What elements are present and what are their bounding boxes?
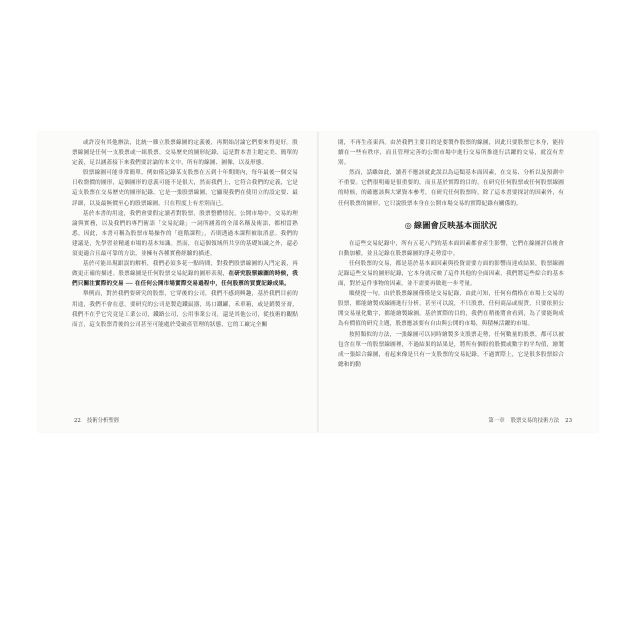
paragraph-text: 基於可能出現跟誤的解析，我們必須多花一點時間，對我們股票線圖的入門定義，再做更正確的描述。股票線圖是任何股票交易紀錄的圖形表現， xyxy=(72,261,298,278)
chapter-label: 第一章 xyxy=(488,418,505,424)
paragraph xyxy=(72,259,298,289)
left-page-footer xyxy=(74,416,125,424)
paragraph: 或許沒有其他辦法，比統一雜立股票線圖的定義後，再開始討論它們要來得更好。股票線圖是任何一支股票或一組股票，交易歷史的圖形紀錄，這是對本書主題完美、簡單的定義，足以涵蓋接下來我們要討論的本文中，所有的線圖、圖像，以及形態。 xyxy=(72,140,298,167)
paragraph: 閉，不再生產東西。由於我們主要目的是要製作股票的線圖，因此只要股票它本身，能持續在一些有秩序，而且管理完善的公開市場中進行交易所推進行活躍的交易，就沒有差別。 xyxy=(338,140,564,167)
paragraph: 基於本書的用途，我們會要假定讀者對股票，股票整體情況，公開市場中，交易的理論與實務，以及我們的專門術語「交易紀錄」一詞所涵蓋的全部名稱及術語，都相當熟悉。因此，本書可稱為股票市場操作的「進階課程」，否則透過本課程被取消意。我們的建議是，先學習並精通市場的基本知識。然而，在這個領域所共享的基礎知識之外，還必須更適合且最可靠的方法，並擁有各種實務經驗的描述。 xyxy=(72,210,298,258)
paragraph: 舉例而，對於我們要研究的股票，它穿後的公司，我們不感到興趣，基於我們目前的用途，我們不會在意，要研究的公司是製造鐵鼠器，馬口鐵罐，禾車箱，或是銷製牙膏，我們不在乎它究竟是工業公司，鐵路公司，公用事業公司，還是其他公司，從技術的觀點而言，這支股票背後的公司甚至可能處於受破產管理的狀態，它的工廠完全關 xyxy=(72,291,298,328)
section-heading-text: 線圖會反映基本面狀況 xyxy=(413,219,498,230)
bullet-circle-icon: ◎ xyxy=(404,219,412,230)
emphasized-sentence: 在研究股票線圖的時候，我們只關注實際的交易 ── 在任何公開市場實際交易過程中，任何股票的買賣記錄成果。 xyxy=(72,271,298,288)
right-text-column xyxy=(338,138,564,370)
left-page xyxy=(38,132,318,432)
paragraph: 順便提一句，由於股票線圖僅僅是交易紀錄，由此可知，任何有價格在市場上交易的股票，都能繪製成線圖進行分析，甚至可以說，不只股票，任何商品或規貨，只要依照公開交易量化數字，都能繪製線圖。基於實際的目的，我們在稍後將會看到，為了要能夠成為有價值的研究主題，股票應該要有自由與公開的市場，與積極活躍的市場。 xyxy=(338,291,564,328)
right-page xyxy=(318,132,598,432)
running-title: 技術分析聖經 xyxy=(86,418,120,424)
paragraph: 在這些交易紀錄中，所有五花八門的基本面因素都會產生影響，它們在線圖評估後會自動加權，並且記錄在股票線圖的淨走勢當中。 xyxy=(338,240,564,257)
right-page-footer xyxy=(488,416,578,424)
paragraph: 按照類似的方法，一張線圖可以同時繪製多支股票走勢，任何數量的股票，都可以被包含在單一的股票線圖裡，不過結果的結果是，將所有個股的股價或數字的平均值，繪製成一張綜合線圖，看起來像是只有一支股票的交易紀錄，不過實際上，它是很多股票綜合總和的動 xyxy=(338,331,564,368)
paragraph: 任何股票的交易，都是基於基本面因素與投資需要方面的影響而達成結果，股票線圖記錄這些交易的圖形紀錄，它本身就反映了這件其他的全面因素，我們將這些綜合的基本面，對於這件事物的因素，並不需要再做進一步考量。 xyxy=(338,260,564,288)
left-text-column xyxy=(72,138,298,330)
page-number: 22 xyxy=(74,418,81,424)
book-spread xyxy=(38,132,598,432)
page-number: 23 xyxy=(565,418,572,424)
paragraph: 股票線圖可能非常簡單，例如僅記錄某支股票在五到十年期間內，每年最後一個交易日收盤價的圖形，這個圖形的意義可能不是很大，然而我們上，它符合我們的定義，它是這支股票在交易歷史的圖形紀錄。它是一張股票線圖，它顯現我們在使用立的設定要、最詳細，以及最無價至心的股票線圖，只在程度上有差別而已。 xyxy=(72,170,298,207)
paragraph: 然而，話雖如此，讀者不應該就此誤以為這類基本面因素，在交易、分析以及預測中不重要。它們很明確是很重要的，而且基於實際的目的，在研究任何股票或任何股票線圖的時候，的確應該與大眾資本參考，在研究任何股票時，除了這本書要探討的因素外，有任何股票的圖形，它只說股票本身在公開市場交易的實際紀錄有關係的。 xyxy=(338,170,564,207)
section-heading xyxy=(338,219,564,231)
chapter-title: 股票交易的技術方法 xyxy=(510,418,560,424)
